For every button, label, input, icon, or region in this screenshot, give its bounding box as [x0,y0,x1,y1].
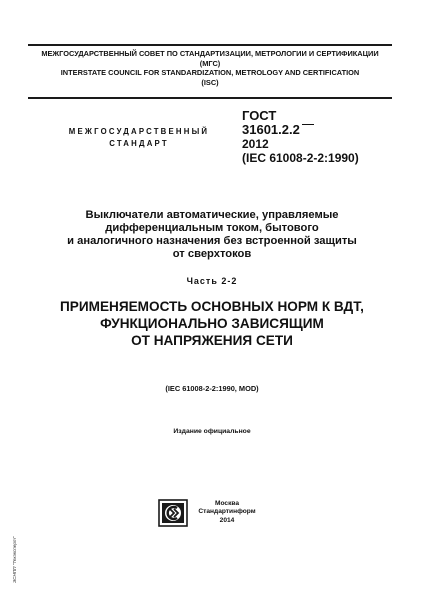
title-line: от сверхтоков [172,248,252,260]
standard-type-line1: МЕЖГОСУДАРСТВЕННЫЙ [68,127,210,136]
publisher-city: Москва [214,500,240,507]
part-title [20,298,404,349]
margin-watermark: ЭСНПП "Техэксперт" [12,536,17,583]
document-title [20,209,404,261]
gost-designation [242,109,359,165]
part-title-line: ФУНКЦИОНАЛЬНО ЗАВИСЯЩИМ [100,316,324,331]
part-label: Часть 2-2 [186,276,238,286]
part-title-line: ОТ НАПРЯЖЕНИЯ СЕТИ [131,333,293,348]
publisher-name: Стандартинформ [198,508,256,516]
top-divider [28,44,392,46]
edition-label: Издание официальное [173,428,251,435]
gost-number-line [242,123,359,137]
standard-type-label [44,126,234,150]
publisher-year: 2014 [219,516,235,524]
gost-label: ГОСТ [242,108,277,123]
title-line: дифференциальным током, бытового [105,222,319,234]
gost-iec-ref: (IEC 61008-2-2:1990) [242,151,359,165]
gost-year: 2012 [242,137,269,151]
council-header [28,49,392,87]
part-title-line: ПРИМЕНЯЕМОСТЬ ОСНОВНЫХ НОРМ К ВДТ, [60,299,364,314]
title-line: и аналогичного назначения без встроенной защиты [67,235,357,247]
header-divider [28,97,392,99]
title-line: Выключатели автоматические, управляемые [85,209,339,221]
council-abbr-ru: (МГС) [199,58,221,68]
standard-type-line2: СТАНДАРТ [109,139,169,148]
council-name-en: INTERSTATE COUNCIL FOR STANDARDIZATION, METROLOGY AND CERTIFICATION [60,68,360,78]
gost-number: 31601.2.2 [242,122,300,137]
mod-reference: (IEC 61008-2-2:1990, MOD) [165,384,259,393]
publisher-block [197,500,257,525]
council-abbr-en: (ISC) [201,77,219,87]
gost-dash [302,124,314,125]
council-name-ru: МЕЖГОСУДАРСТВЕННЫЙ СОВЕТ ПО СТАНДАРТИЗАЦИИ, МЕТРОЛОГИИ И СЕРТИФИКАЦИИ [41,49,379,58]
standartinform-logo-icon [158,499,188,527]
